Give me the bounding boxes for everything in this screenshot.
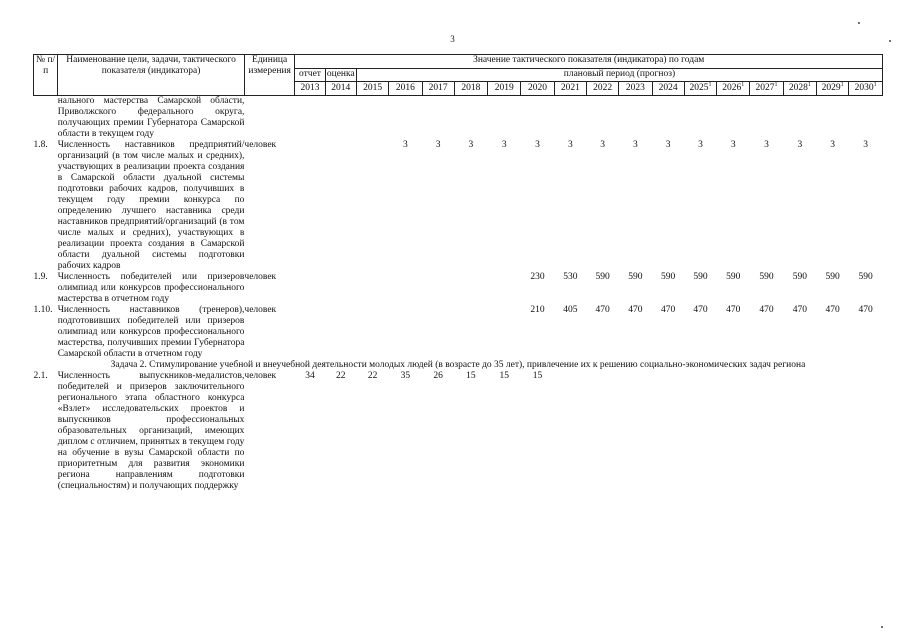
task-heading: Задача 2. Стимулирование учебной и внеучебной деятельности молодых людей (в возрасте до 35 лет), привлечение их к решению социально-экономических задач региона — [110, 360, 806, 370]
year-footnote-mark: 1 — [807, 82, 811, 89]
value-cell — [684, 96, 716, 141]
value-cell: 530 — [563, 272, 578, 282]
year-footnote-mark: 1 — [873, 82, 877, 89]
value-cell — [488, 96, 521, 141]
value-cell: 590 — [759, 272, 774, 282]
value-cell: 470 — [661, 305, 676, 315]
value-cell — [816, 371, 848, 492]
value-cell — [295, 140, 325, 272]
value-cell — [295, 272, 325, 305]
value-cell: 470 — [759, 305, 774, 315]
value-cell: 470 — [693, 305, 708, 315]
table-row — [34, 371, 883, 492]
header-year: 2013 — [295, 82, 325, 96]
header-year: 2027$^1$ — [750, 82, 783, 96]
value-cell: 470 — [792, 305, 807, 315]
value-cell — [750, 371, 783, 492]
header-year: 2014 — [325, 82, 356, 96]
header-values: Значение тактического показателя (индикатора) по годам — [295, 55, 883, 69]
table-row — [34, 305, 883, 360]
value-cell: 22 — [367, 371, 378, 381]
value-cell: 34 — [305, 371, 315, 381]
value-cell: 15 — [532, 371, 543, 381]
value-cell: 590 — [858, 272, 873, 282]
value-cell: 3 — [567, 140, 573, 150]
indicator-name: нального мастерства Самарской области, Приволжского федерального округа, получающих премии Губернатора Самарской области в текущем году — [57, 96, 245, 139]
year-footnote-mark: 1 — [741, 82, 745, 89]
value-cell — [717, 96, 750, 141]
value-cell — [652, 371, 684, 492]
value-cell: 3 — [435, 140, 441, 150]
value-cell: 3 — [535, 140, 540, 150]
value-cell — [356, 305, 388, 360]
indicator-name: Численность выпускников-медалистов, победителей и призеров заключительного регионального этапа областного конкурса «Взлет» исследовательских проектов и выпускников профессиональных образовательных организаций, имеющих диплом с отличием, принятых в текущем году на обучение в вузы Самарской области по приоритетным для развития экономики региона направлениям подготовки (специальностям) и получающих поддержку — [57, 371, 245, 491]
value-cell — [652, 96, 684, 141]
header-unit: Единица измерения — [244, 55, 294, 96]
value-cell — [356, 140, 388, 272]
value-cell — [586, 371, 618, 492]
table-row — [34, 272, 883, 305]
year-footnote-mark: 1 — [774, 82, 778, 89]
header-year: 2023 — [619, 82, 652, 96]
value-cell — [422, 96, 454, 141]
header-year: 2025$^1$ — [684, 82, 716, 96]
header-year: 2024 — [652, 82, 684, 96]
value-cell: 3 — [863, 140, 868, 150]
value-cell: 405 — [563, 305, 578, 315]
value-cell: 590 — [595, 272, 610, 282]
value-cell: 3 — [468, 140, 474, 150]
value-cell: 3 — [797, 140, 803, 150]
value-cell — [325, 305, 356, 360]
value-cell: 470 — [628, 305, 643, 315]
value-cell — [783, 371, 816, 492]
indicator-name: Численность победителей или призеров олимпиад или конкурсов профессионального мастерства в отчетном году — [57, 272, 245, 304]
header-estimate: оценка — [325, 69, 356, 82]
value-cell: 15 — [466, 371, 476, 381]
value-cell — [488, 272, 521, 305]
unit-cell — [244, 96, 294, 141]
header-num: № п/п — [34, 55, 58, 96]
value-cell: 35 — [400, 371, 411, 381]
header-year: 2018 — [454, 82, 487, 96]
value-cell: 3 — [830, 140, 835, 150]
value-cell — [849, 96, 883, 141]
value-cell — [389, 272, 422, 305]
value-cell: 230 — [530, 272, 545, 282]
value-cell — [783, 96, 816, 141]
value-cell — [325, 272, 356, 305]
value-cell — [586, 96, 618, 141]
header-report: отчет — [295, 69, 325, 82]
value-cell: 470 — [825, 305, 840, 315]
row-number: 1.9. — [33, 272, 48, 282]
value-cell — [750, 96, 783, 141]
value-cell: 470 — [595, 305, 610, 315]
value-cell — [684, 371, 716, 492]
value-cell — [356, 272, 388, 305]
header-year: 2015 — [356, 82, 388, 96]
value-cell: 590 — [792, 272, 807, 282]
header-year: 2022 — [586, 82, 618, 96]
page-number: 3 — [450, 34, 455, 44]
header-year: 2021 — [554, 82, 586, 96]
unit-cell: человек — [244, 305, 277, 315]
unit-cell: человек — [244, 272, 277, 282]
row-number: 1.8. — [33, 140, 48, 150]
header-year: 2016 — [389, 82, 422, 96]
value-cell — [325, 140, 356, 272]
value-cell: 3 — [698, 140, 703, 150]
indicator-name: Численность наставников предприятий/организаций (в том числе малых и средних), участвующих в реализации проекта создания в Самарской области дуальной системы подготовки рабочих кадров, получивших в текущем году премии конкурса по определению лучшего наставника среди наставников предприятий/организаций (в том числе малых и средних), участвующих в реализации проекта создания в Самарской области дуальной системы подготовки рабочих кадров — [57, 140, 245, 271]
value-cell: 3 — [730, 140, 736, 150]
scan-speck — [889, 40, 891, 42]
indicator-table — [33, 54, 883, 492]
task-heading-row — [34, 360, 883, 371]
value-cell: 590 — [661, 272, 676, 282]
value-cell: 3 — [633, 140, 638, 150]
header-name: Наименование цели, задачи, тактического показателя (индикатора) — [58, 55, 245, 96]
header-year: 2019 — [488, 82, 521, 96]
row-number: 2.1. — [33, 371, 48, 381]
value-cell — [554, 371, 586, 492]
header-year: 2020 — [521, 82, 554, 96]
value-cell: 590 — [726, 272, 741, 282]
value-cell — [356, 96, 388, 141]
row-number — [34, 96, 58, 141]
table-row — [34, 140, 883, 272]
value-cell: 26 — [433, 371, 443, 381]
value-cell — [816, 96, 848, 141]
value-cell — [295, 96, 325, 141]
value-cell — [619, 96, 652, 141]
value-cell — [325, 96, 356, 141]
value-cell — [849, 371, 883, 492]
value-cell — [488, 305, 521, 360]
value-cell: 3 — [402, 140, 408, 150]
value-cell — [295, 305, 325, 360]
value-cell — [454, 96, 487, 141]
value-cell: 3 — [764, 140, 769, 150]
value-cell — [422, 305, 454, 360]
value-cell — [717, 371, 750, 492]
header-year: 2026$^1$ — [717, 82, 750, 96]
scan-speck — [881, 626, 883, 628]
unit-cell: человек — [244, 371, 277, 381]
value-cell: 590 — [693, 272, 708, 282]
header-year: 2029$^1$ — [816, 82, 848, 96]
value-cell — [521, 96, 554, 141]
value-cell: 3 — [665, 140, 671, 150]
value-cell: 3 — [501, 140, 507, 150]
value-cell: 15 — [499, 371, 509, 381]
unit-cell: человек — [244, 140, 277, 150]
value-cell: 470 — [726, 305, 741, 315]
indicator-name: Численность наставников (тренеров), подготовивших победителей или призеров олимпиад или конкурсов профессионального мастерства, получивших премии Губернатора Самарской области в отчетном году — [57, 305, 245, 359]
row-number: 1.10. — [33, 305, 53, 315]
header-year: 2030$^1$ — [849, 82, 883, 96]
table-row — [34, 96, 883, 141]
value-cell: 22 — [336, 371, 346, 381]
header-year: 2028$^1$ — [783, 82, 816, 96]
header-planned: плановый период (прогноз) — [356, 69, 882, 82]
value-cell — [422, 272, 454, 305]
year-footnote-mark: 1 — [708, 82, 712, 89]
value-cell — [389, 96, 422, 141]
value-cell — [619, 371, 652, 492]
scan-speck — [858, 22, 860, 24]
header-year: 2017 — [422, 82, 454, 96]
value-cell — [454, 272, 487, 305]
value-cell: 590 — [825, 272, 840, 282]
value-cell: 470 — [858, 305, 873, 315]
value-cell: 3 — [600, 140, 605, 150]
value-cell — [389, 305, 422, 360]
value-cell — [454, 305, 487, 360]
year-footnote-mark: 1 — [840, 82, 844, 89]
value-cell: 590 — [628, 272, 643, 282]
value-cell — [554, 96, 586, 141]
value-cell: 210 — [530, 305, 545, 315]
